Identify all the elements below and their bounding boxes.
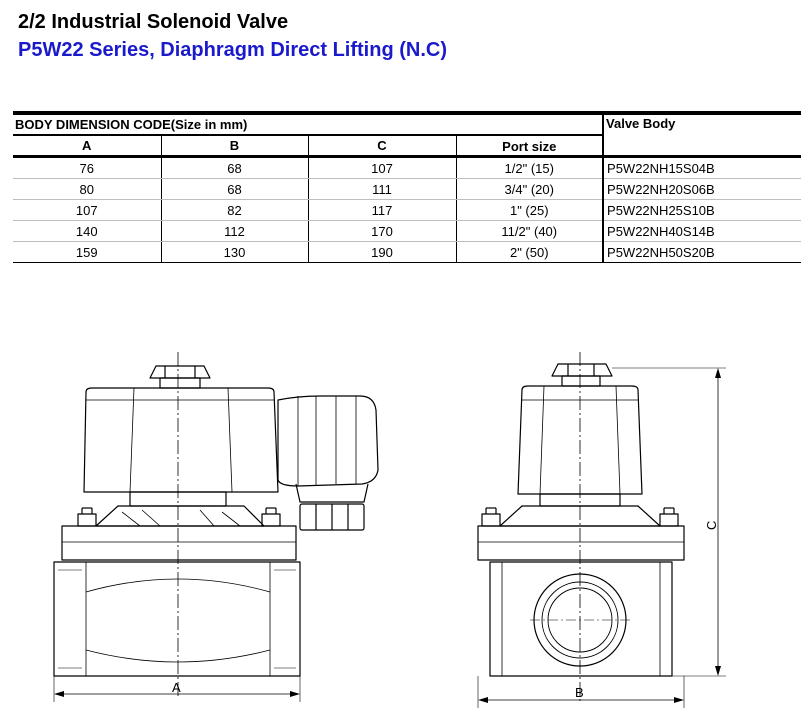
side-view (478, 352, 726, 708)
side-screw-right (660, 514, 678, 526)
front-screw-left (78, 514, 96, 526)
front-bonnet (96, 506, 264, 526)
side-body (490, 562, 672, 676)
cell-b: 68 (161, 179, 308, 200)
cell-b: 130 (161, 242, 308, 263)
cell-port: 2" (50) (456, 242, 603, 263)
cell-valve-body: P5W22NH15S04B (603, 157, 801, 179)
page-title: 2/2 Industrial Solenoid Valve (18, 11, 289, 33)
group-label: BODY DIMENSION CODE(Size in mm) (13, 113, 603, 135)
side-top-nut (552, 364, 612, 376)
dimension-label-c: C (704, 520, 719, 530)
cell-valve-body: P5W22NH20S06B (603, 179, 801, 200)
cell-a: 140 (13, 221, 161, 242)
cell-a: 107 (13, 200, 161, 221)
cell-c: 111 (308, 179, 456, 200)
column-header-a: A (13, 135, 161, 157)
cell-port: 1/2" (15) (456, 157, 603, 179)
valve-body-header: Valve Body (603, 113, 801, 157)
table-row (13, 200, 801, 221)
front-cable-gland (296, 484, 368, 502)
side-screw-left (482, 514, 500, 526)
front-connector (278, 396, 378, 486)
cell-c: 190 (308, 242, 456, 263)
table-row (13, 242, 801, 263)
cell-valve-body: P5W22NH40S14B (603, 221, 801, 242)
front-flange (62, 526, 296, 560)
front-top-nut (150, 366, 210, 378)
cell-c: 117 (308, 200, 456, 221)
cell-c: 170 (308, 221, 456, 242)
cell-b: 82 (161, 200, 308, 221)
table-row (13, 179, 801, 200)
valve-technical-drawing (0, 330, 807, 725)
front-screw-right (262, 514, 280, 526)
cell-b: 68 (161, 157, 308, 179)
table-row (13, 221, 801, 242)
front-coil-housing (84, 388, 278, 492)
cell-valve-body: P5W22NH25S10B (603, 200, 801, 221)
front-view (54, 352, 378, 702)
dimension-label-b: B (575, 685, 584, 700)
cell-b: 112 (161, 221, 308, 242)
dimension-label-a: A (172, 680, 181, 695)
table-row (13, 157, 801, 179)
column-header-port-size: Port size (456, 135, 603, 157)
cell-port: 1" (25) (456, 200, 603, 221)
side-flange (478, 526, 684, 560)
cell-a: 80 (13, 179, 161, 200)
cell-valve-body: P5W22NH50S20B (603, 242, 801, 263)
cell-a: 159 (13, 242, 161, 263)
table-group-header (13, 113, 801, 135)
column-header-b: B (161, 135, 308, 157)
cell-port: 11/2" (40) (456, 221, 603, 242)
cell-port: 3/4" (20) (456, 179, 603, 200)
dimension-table (13, 111, 801, 263)
cell-c: 107 (308, 157, 456, 179)
column-header-c: C (308, 135, 456, 157)
page-subtitle: P5W22 Series, Diaphragm Direct Lifting (N.C) (18, 39, 447, 61)
cell-a: 76 (13, 157, 161, 179)
